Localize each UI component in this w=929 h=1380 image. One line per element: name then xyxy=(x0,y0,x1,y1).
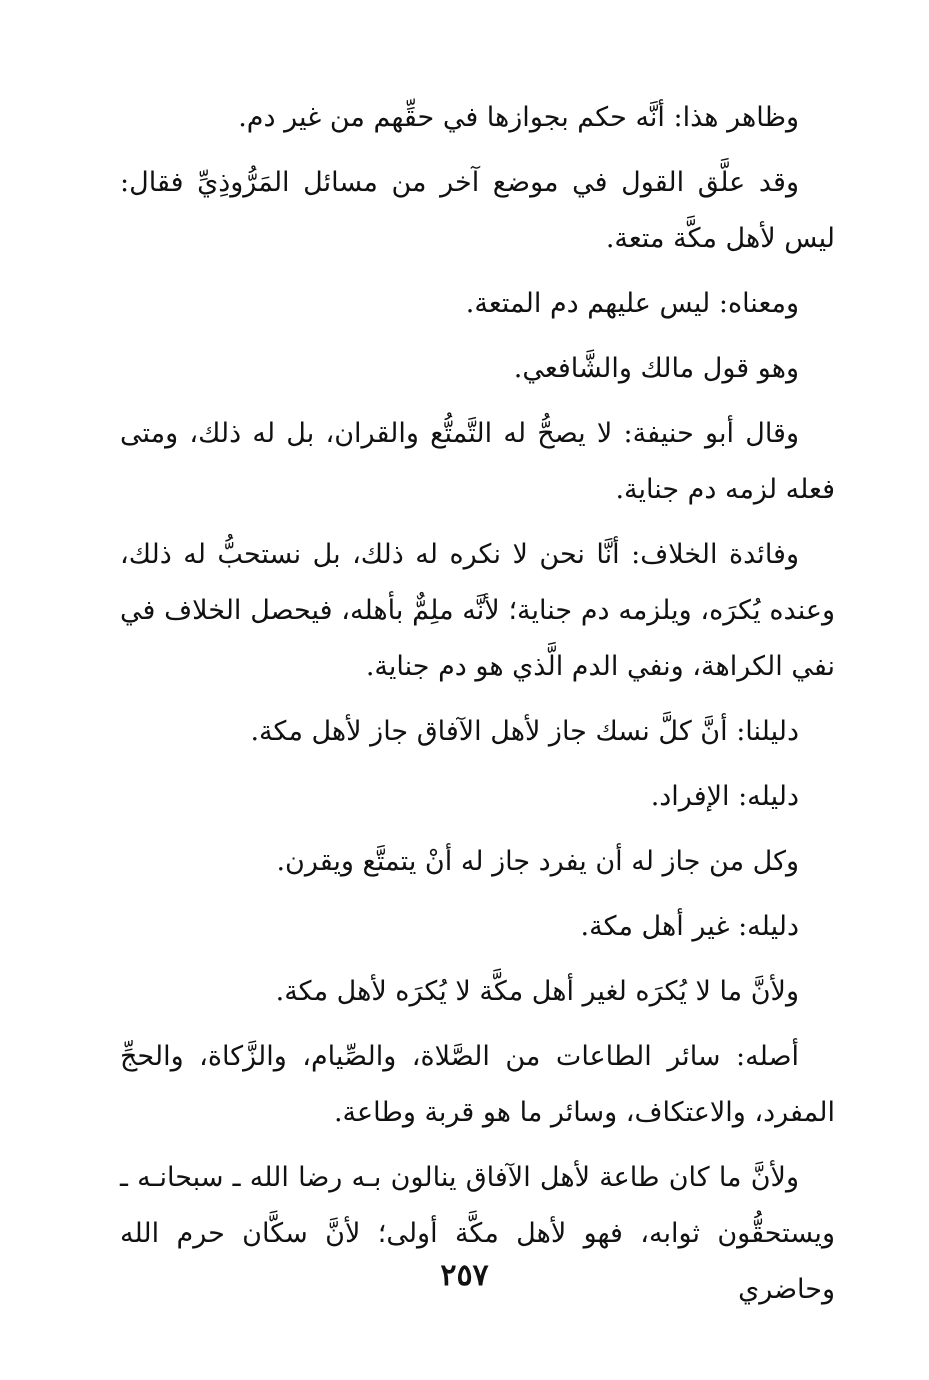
paragraph-9: وكل من جاز له أن يفرد جاز له أنْ يتمتَّع ويقرن. xyxy=(276,846,799,877)
paragraph-8: دليله: الإفراد. xyxy=(650,781,799,812)
paragraph-10: دليله: غير أهل مكة. xyxy=(580,911,799,942)
page-number: ٢٥٧ xyxy=(440,1258,489,1293)
paragraph-6: وفائدة الخلاف: أنَّا نحن لا نكره له ذلك، بل نستحبُّ له ذلك، وعنده يُكرَه، ويلزمه دم جناية؛ لأنَّه ملِمٌّ بأهله، فيحصل الخلاف في نفي الكراهة، ونفي الدم الَّذي هو دم جناية. xyxy=(120,539,835,682)
paragraph-11: ولأنَّ ما لا يُكرَه لغير أهل مكَّة لا يُكرَه لأهل مكة. xyxy=(275,976,799,1007)
paragraph-5: وقال أبو حنيفة: لا يصحُّ له التَّمتُّع والقران، بل له ذلك، ومتى فعله لزمه دم جناية. xyxy=(120,418,835,505)
paragraph-3: ومعناه: ليس عليهم دم المتعة. xyxy=(465,288,799,319)
paragraph-13: ولأنَّ ما كان طاعة لأهل الآفاق ينالون بـه رضا الله ـ سبحانـه ـ ويستحقُّون ثوابه، فهو لأهل مكَّة أولى؛ لأنَّ سكَّان حرم الله وحاضري xyxy=(120,1162,835,1305)
paragraph-4: وهو قول مالك والشَّافعي. xyxy=(513,353,799,384)
paragraph-7: دليلنا: أنَّ كلَّ نسك جاز لأهل الآفاق جاز لأهل مكة. xyxy=(250,716,799,747)
paragraph-1: وظاهر هذا: أنَّه حكم بجوازها في حقِّهم من غير دم. xyxy=(238,102,799,133)
paragraph-2: وقد علَّق القول في موضع آخر من مسائل المَرُّوذِيِّ فقال: ليس لأهل مكَّة متعة. xyxy=(120,167,835,254)
paragraph-12: أصله: سائر الطاعات من الصَّلاة، والصِّيام، والزَّكاة، والحجِّ المفرد، والاعتكاف، وسائر ما هو قربة وطاعة. xyxy=(120,1041,835,1128)
